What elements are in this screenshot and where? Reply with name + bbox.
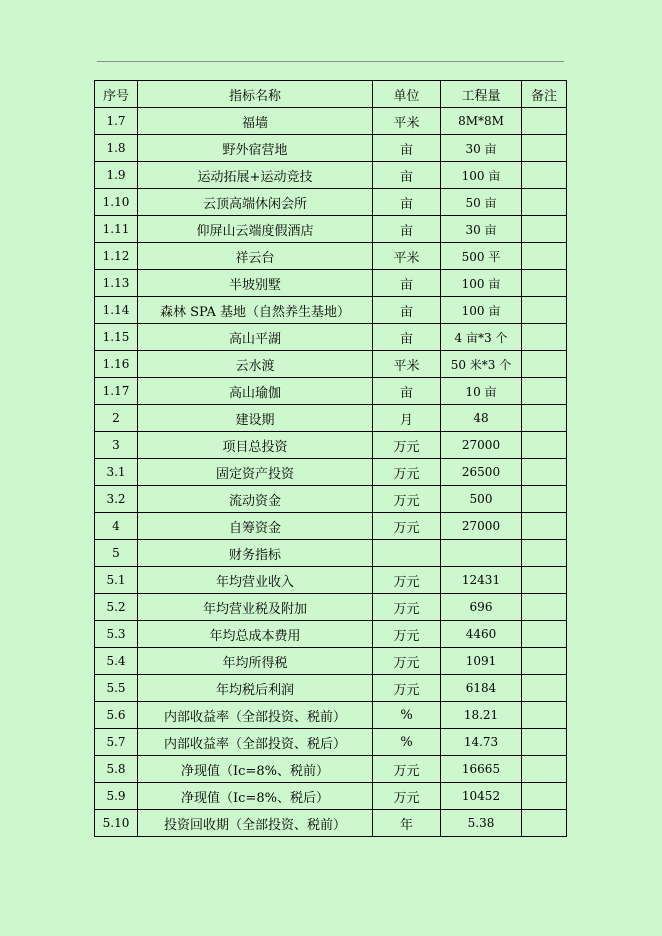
cell-serial-no: 5.8: [95, 756, 138, 783]
table-row: [95, 216, 567, 243]
cell-remarks: [522, 243, 567, 270]
cell-serial-no: 5.3: [95, 621, 138, 648]
cell-indicator-name: 净现值（Ic=8%、税前）: [138, 756, 373, 783]
cell-serial-no: 3: [95, 432, 138, 459]
cell-unit: %: [373, 702, 441, 729]
table-row: [95, 513, 567, 540]
cell-remarks: [522, 405, 567, 432]
header-serial-no: 序号: [95, 81, 138, 108]
table-row: [95, 297, 567, 324]
table-row: [95, 783, 567, 810]
cell-indicator-name: 建设期: [138, 405, 373, 432]
cell-remarks: [522, 189, 567, 216]
cell-remarks: [522, 162, 567, 189]
cell-remarks: [522, 486, 567, 513]
cell-serial-no: 1.9: [95, 162, 138, 189]
cell-serial-no: 3.1: [95, 459, 138, 486]
cell-remarks: [522, 702, 567, 729]
cell-remarks: [522, 675, 567, 702]
cell-serial-no: 2: [95, 405, 138, 432]
table-row: [95, 459, 567, 486]
cell-indicator-name: 云水渡: [138, 351, 373, 378]
table-row: [95, 135, 567, 162]
cell-indicator-name: 仰屏山云端度假酒店: [138, 216, 373, 243]
table-row: [95, 243, 567, 270]
cell-remarks: [522, 810, 567, 837]
header-unit: 单位: [373, 81, 441, 108]
table-row: [95, 756, 567, 783]
cell-unit: 亩: [373, 378, 441, 405]
cell-serial-no: 1.16: [95, 351, 138, 378]
cell-quantity: 500 平: [441, 243, 522, 270]
cell-serial-no: 1.8: [95, 135, 138, 162]
cell-serial-no: 5.4: [95, 648, 138, 675]
cell-quantity: 12431: [441, 567, 522, 594]
cell-remarks: [522, 540, 567, 567]
cell-indicator-name: 投资回收期（全部投资、税前）: [138, 810, 373, 837]
cell-quantity: 100 亩: [441, 270, 522, 297]
cell-indicator-name: 固定资产投资: [138, 459, 373, 486]
cell-remarks: [522, 783, 567, 810]
cell-indicator-name: 福墙: [138, 108, 373, 135]
cell-quantity: 10452: [441, 783, 522, 810]
header-quantity: 工程量: [441, 81, 522, 108]
cell-quantity: [441, 540, 522, 567]
table-row: [95, 162, 567, 189]
cell-unit: 亩: [373, 135, 441, 162]
cell-remarks: [522, 459, 567, 486]
table-row: [95, 324, 567, 351]
cell-unit: 亩: [373, 162, 441, 189]
cell-remarks: [522, 108, 567, 135]
cell-quantity: 27000: [441, 432, 522, 459]
indicator-table: [94, 80, 567, 837]
cell-remarks: [522, 324, 567, 351]
table-row: [95, 675, 567, 702]
cell-unit: 万元: [373, 486, 441, 513]
table-row: [95, 108, 567, 135]
table-row: [95, 621, 567, 648]
cell-unit: 亩: [373, 297, 441, 324]
cell-serial-no: 5.10: [95, 810, 138, 837]
table-row: [95, 729, 567, 756]
table-row: [95, 702, 567, 729]
cell-remarks: [522, 513, 567, 540]
cell-serial-no: 4: [95, 513, 138, 540]
cell-indicator-name: 野外宿营地: [138, 135, 373, 162]
cell-serial-no: 5.1: [95, 567, 138, 594]
cell-remarks: [522, 648, 567, 675]
cell-indicator-name: 净现值（Ic=8%、税后）: [138, 783, 373, 810]
cell-serial-no: 1.11: [95, 216, 138, 243]
cell-quantity: 50 米*3 个: [441, 351, 522, 378]
cell-remarks: [522, 378, 567, 405]
table-row: [95, 594, 567, 621]
cell-unit: [373, 540, 441, 567]
cell-unit: 年: [373, 810, 441, 837]
cell-unit: 万元: [373, 567, 441, 594]
cell-indicator-name: 祥云台: [138, 243, 373, 270]
header-remarks: 备注: [522, 81, 567, 108]
cell-serial-no: 1.12: [95, 243, 138, 270]
cell-unit: 亩: [373, 189, 441, 216]
table-header-row: [95, 81, 567, 108]
cell-unit: 平米: [373, 243, 441, 270]
cell-quantity: 16665: [441, 756, 522, 783]
cell-unit: 万元: [373, 513, 441, 540]
cell-remarks: [522, 216, 567, 243]
cell-indicator-name: 森林 SPA 基地（自然养生基地）: [138, 297, 373, 324]
cell-quantity: 696: [441, 594, 522, 621]
cell-unit: %: [373, 729, 441, 756]
table-row: [95, 567, 567, 594]
cell-quantity: 30 亩: [441, 135, 522, 162]
cell-quantity: 50 亩: [441, 189, 522, 216]
cell-serial-no: 5.2: [95, 594, 138, 621]
cell-serial-no: 1.10: [95, 189, 138, 216]
header-rule: [97, 61, 564, 62]
cell-quantity: 14.73: [441, 729, 522, 756]
cell-serial-no: 1.17: [95, 378, 138, 405]
cell-indicator-name: 运动拓展+运动竞技: [138, 162, 373, 189]
cell-quantity: 4 亩*3 个: [441, 324, 522, 351]
cell-quantity: 8M*8M: [441, 108, 522, 135]
cell-quantity: 4460: [441, 621, 522, 648]
table-row: [95, 540, 567, 567]
cell-indicator-name: 财务指标: [138, 540, 373, 567]
cell-quantity: 100 亩: [441, 162, 522, 189]
cell-indicator-name: 半坡别墅: [138, 270, 373, 297]
cell-unit: 万元: [373, 459, 441, 486]
cell-quantity: 6184: [441, 675, 522, 702]
cell-quantity: 26500: [441, 459, 522, 486]
cell-remarks: [522, 594, 567, 621]
table-row: [95, 432, 567, 459]
cell-serial-no: 5.7: [95, 729, 138, 756]
cell-remarks: [522, 297, 567, 324]
cell-unit: 平米: [373, 108, 441, 135]
cell-unit: 万元: [373, 783, 441, 810]
cell-serial-no: 5.9: [95, 783, 138, 810]
cell-remarks: [522, 756, 567, 783]
cell-indicator-name: 自筹资金: [138, 513, 373, 540]
table-row: [95, 378, 567, 405]
cell-remarks: [522, 270, 567, 297]
cell-quantity: 10 亩: [441, 378, 522, 405]
cell-indicator-name: 高山平湖: [138, 324, 373, 351]
cell-indicator-name: 内部收益率（全部投资、税后）: [138, 729, 373, 756]
cell-indicator-name: 流动资金: [138, 486, 373, 513]
cell-serial-no: 1.15: [95, 324, 138, 351]
cell-unit: 万元: [373, 756, 441, 783]
cell-unit: 万元: [373, 432, 441, 459]
cell-unit: 亩: [373, 270, 441, 297]
cell-indicator-name: 项目总投资: [138, 432, 373, 459]
cell-remarks: [522, 135, 567, 162]
header-indicator-name: 指标名称: [138, 81, 373, 108]
cell-quantity: 27000: [441, 513, 522, 540]
table-body: [95, 108, 567, 837]
cell-indicator-name: 年均所得税: [138, 648, 373, 675]
cell-remarks: [522, 567, 567, 594]
table-row: [95, 810, 567, 837]
cell-quantity: 1091: [441, 648, 522, 675]
cell-remarks: [522, 351, 567, 378]
table-row: [95, 486, 567, 513]
table-row: [95, 189, 567, 216]
cell-indicator-name: 内部收益率（全部投资、税前）: [138, 702, 373, 729]
cell-indicator-name: 高山瑜伽: [138, 378, 373, 405]
cell-unit: 万元: [373, 621, 441, 648]
cell-serial-no: 1.7: [95, 108, 138, 135]
cell-quantity: 500: [441, 486, 522, 513]
table-row: [95, 648, 567, 675]
cell-unit: 万元: [373, 648, 441, 675]
cell-unit: 万元: [373, 675, 441, 702]
cell-remarks: [522, 621, 567, 648]
cell-remarks: [522, 432, 567, 459]
cell-unit: 万元: [373, 594, 441, 621]
table-row: [95, 405, 567, 432]
cell-unit: 月: [373, 405, 441, 432]
table-row: [95, 270, 567, 297]
cell-quantity: 30 亩: [441, 216, 522, 243]
cell-serial-no: 5.6: [95, 702, 138, 729]
cell-serial-no: 1.13: [95, 270, 138, 297]
cell-remarks: [522, 729, 567, 756]
cell-indicator-name: 年均税后利润: [138, 675, 373, 702]
cell-indicator-name: 年均营业收入: [138, 567, 373, 594]
cell-unit: 亩: [373, 216, 441, 243]
cell-unit: 亩: [373, 324, 441, 351]
cell-indicator-name: 年均营业税及附加: [138, 594, 373, 621]
cell-quantity: 18.21: [441, 702, 522, 729]
cell-serial-no: 5.5: [95, 675, 138, 702]
cell-unit: 平米: [373, 351, 441, 378]
cell-serial-no: 1.14: [95, 297, 138, 324]
cell-quantity: 100 亩: [441, 297, 522, 324]
cell-serial-no: 5: [95, 540, 138, 567]
cell-serial-no: 3.2: [95, 486, 138, 513]
table-row: [95, 351, 567, 378]
cell-indicator-name: 云顶高端休闲会所: [138, 189, 373, 216]
cell-indicator-name: 年均总成本费用: [138, 621, 373, 648]
cell-quantity: 48: [441, 405, 522, 432]
cell-quantity: 5.38: [441, 810, 522, 837]
